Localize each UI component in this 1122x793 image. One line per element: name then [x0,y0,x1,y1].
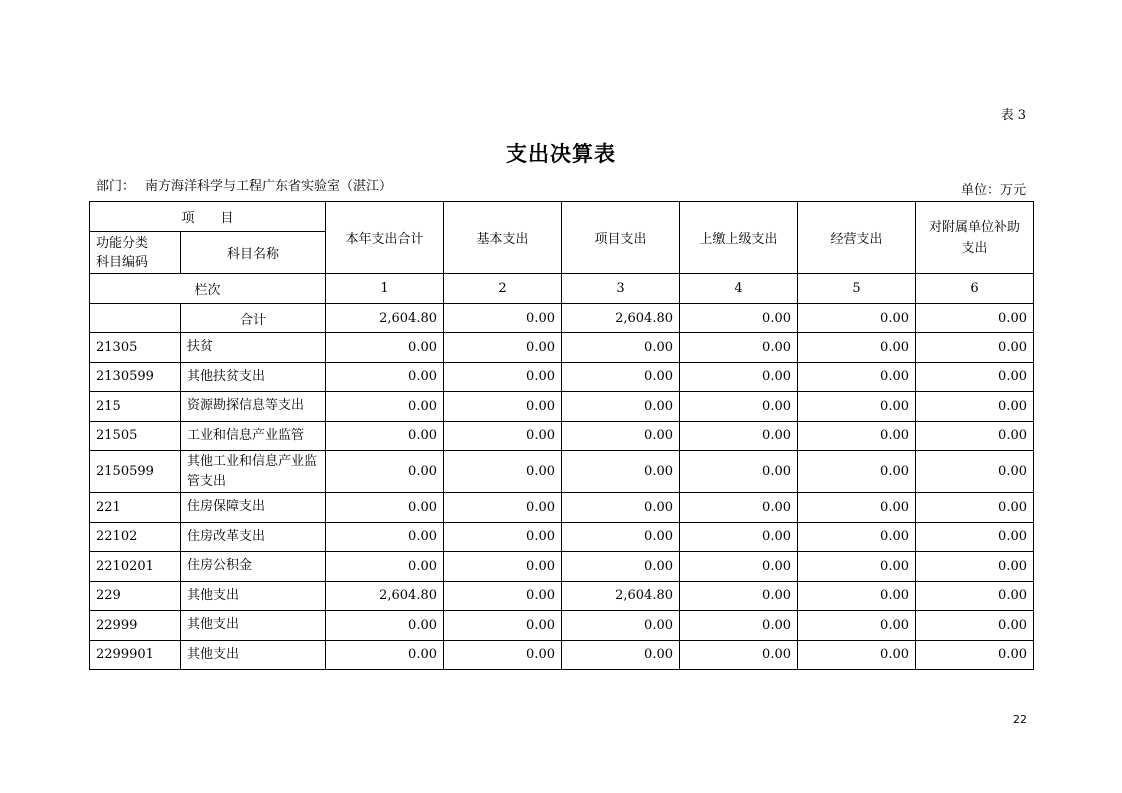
row-value: 0.00 [798,362,916,392]
row-value: 0.00 [680,522,798,552]
row-subject-name: 扶贫 [181,333,326,363]
row-subject-name: 住房公积金 [181,552,326,582]
page-number: 22 [1013,713,1027,726]
department-label: 部门： [96,179,136,194]
row-value: 0.00 [326,333,444,363]
row-subject-name: 其他支出 [181,611,326,641]
expenditure-table [89,201,1034,670]
row-value: 0.00 [916,522,1034,552]
header-business: 经营支出 [798,202,916,274]
header-code: 功能分类 科目编码 [90,232,181,274]
row-code: 22999 [90,611,181,641]
department [96,175,392,194]
total-row [90,304,1034,333]
row-value: 0.00 [444,333,562,363]
row-value: 0.00 [444,552,562,582]
row-value: 2,604.80 [562,581,680,611]
row-value: 0.00 [562,362,680,392]
row-value: 0.00 [680,611,798,641]
row-value: 0.00 [444,611,562,641]
total-code-cell [90,304,181,333]
table-row [90,362,1034,392]
total-value: 0.00 [798,304,916,333]
col-number: 2 [444,274,562,304]
row-value: 0.00 [444,392,562,422]
row-value: 0.00 [444,421,562,451]
row-value: 0.00 [798,640,916,670]
row-value: 0.00 [798,522,916,552]
header-project: 项目支出 [562,202,680,274]
row-value: 0.00 [562,333,680,363]
col-number: 1 [326,274,444,304]
row-code: 21305 [90,333,181,363]
row-value: 0.00 [680,362,798,392]
col-number: 3 [562,274,680,304]
column-index-row [90,274,1034,304]
table-row [90,522,1034,552]
row-value: 0.00 [798,451,916,493]
row-value: 0.00 [916,581,1034,611]
row-value: 0.00 [562,451,680,493]
row-code: 215 [90,392,181,422]
row-value: 0.00 [444,640,562,670]
row-value: 0.00 [326,552,444,582]
table-row [90,552,1034,582]
row-value: 0.00 [326,421,444,451]
row-value: 0.00 [326,522,444,552]
row-value: 0.00 [326,611,444,641]
row-value: 0.00 [798,552,916,582]
table-row [90,581,1034,611]
row-code: 2299901 [90,640,181,670]
row-value: 0.00 [798,421,916,451]
row-value: 0.00 [680,552,798,582]
col-number: 4 [680,274,798,304]
header-total: 本年支出合计 [326,202,444,274]
header-item: 项 目 [90,202,326,232]
row-value: 0.00 [444,362,562,392]
row-value: 0.00 [798,392,916,422]
row-code: 2210201 [90,552,181,582]
header-upper: 上缴上级支出 [680,202,798,274]
table-row [90,493,1034,523]
row-value: 0.00 [562,640,680,670]
table-row [90,392,1034,422]
row-code: 2130599 [90,362,181,392]
row-code: 22102 [90,522,181,552]
total-value: 2,604.80 [562,304,680,333]
row-subject-name: 其他支出 [181,640,326,670]
row-value: 0.00 [326,451,444,493]
row-code: 21505 [90,421,181,451]
row-value: 0.00 [916,451,1034,493]
header-subsidy: 对附属单位补助 支出 [916,202,1034,274]
row-value: 0.00 [916,640,1034,670]
row-value: 0.00 [680,333,798,363]
row-value: 0.00 [562,611,680,641]
row-value: 0.00 [562,421,680,451]
row-value: 0.00 [798,333,916,363]
total-value: 0.00 [680,304,798,333]
row-subject-name: 住房保障支出 [181,493,326,523]
row-value: 0.00 [326,640,444,670]
row-value: 0.00 [680,421,798,451]
row-subject-name: 资源勘探信息等支出 [181,392,326,422]
department-value: 南方海洋科学与工程广东省实验室（湛江） [145,179,393,194]
row-value: 0.00 [916,552,1034,582]
row-value: 0.00 [680,392,798,422]
row-value: 0.00 [326,392,444,422]
row-index-label: 栏次 [90,274,326,304]
total-label: 合计 [181,304,326,333]
row-value: 0.00 [326,493,444,523]
row-value: 0.00 [562,392,680,422]
row-code: 221 [90,493,181,523]
total-value: 2,604.80 [326,304,444,333]
col-number: 5 [798,274,916,304]
row-value: 0.00 [798,581,916,611]
row-subject-name: 其他扶贫支出 [181,362,326,392]
row-value: 0.00 [680,493,798,523]
col-number: 6 [916,274,1034,304]
header-basic: 基本支出 [444,202,562,274]
table-row [90,333,1034,363]
row-subject-name: 其他支出 [181,581,326,611]
row-value: 2,604.80 [326,581,444,611]
row-subject-name: 其他工业和信息产业监管支出 [181,451,326,493]
row-value: 0.00 [798,493,916,523]
row-value: 0.00 [916,493,1034,523]
row-value: 0.00 [326,362,444,392]
page-title: 支出决算表 [506,142,616,166]
table-row [90,640,1034,670]
row-value: 0.00 [444,493,562,523]
row-value: 0.00 [680,640,798,670]
row-code: 2150599 [90,451,181,493]
row-code: 229 [90,581,181,611]
row-value: 0.00 [444,451,562,493]
row-value: 0.00 [916,392,1034,422]
row-value: 0.00 [680,451,798,493]
table-row [90,421,1034,451]
header-subject: 科目名称 [181,232,326,274]
row-value: 0.00 [444,581,562,611]
row-subject-name: 住房改革支出 [181,522,326,552]
table-row [90,611,1034,641]
row-value: 0.00 [680,581,798,611]
unit-label: 单位：万元 [960,183,1026,198]
row-value: 0.00 [562,493,680,523]
total-value: 0.00 [444,304,562,333]
row-subject-name: 工业和信息产业监管 [181,421,326,451]
row-value: 0.00 [798,611,916,641]
row-value: 0.00 [916,611,1034,641]
table-number: 表 3 [1000,108,1026,123]
row-value: 0.00 [916,362,1034,392]
row-value: 0.00 [916,333,1034,363]
row-value: 0.00 [562,552,680,582]
row-value: 0.00 [562,522,680,552]
row-value: 0.00 [444,522,562,552]
total-value: 0.00 [916,304,1034,333]
row-value: 0.00 [916,421,1034,451]
table-row [90,451,1034,493]
